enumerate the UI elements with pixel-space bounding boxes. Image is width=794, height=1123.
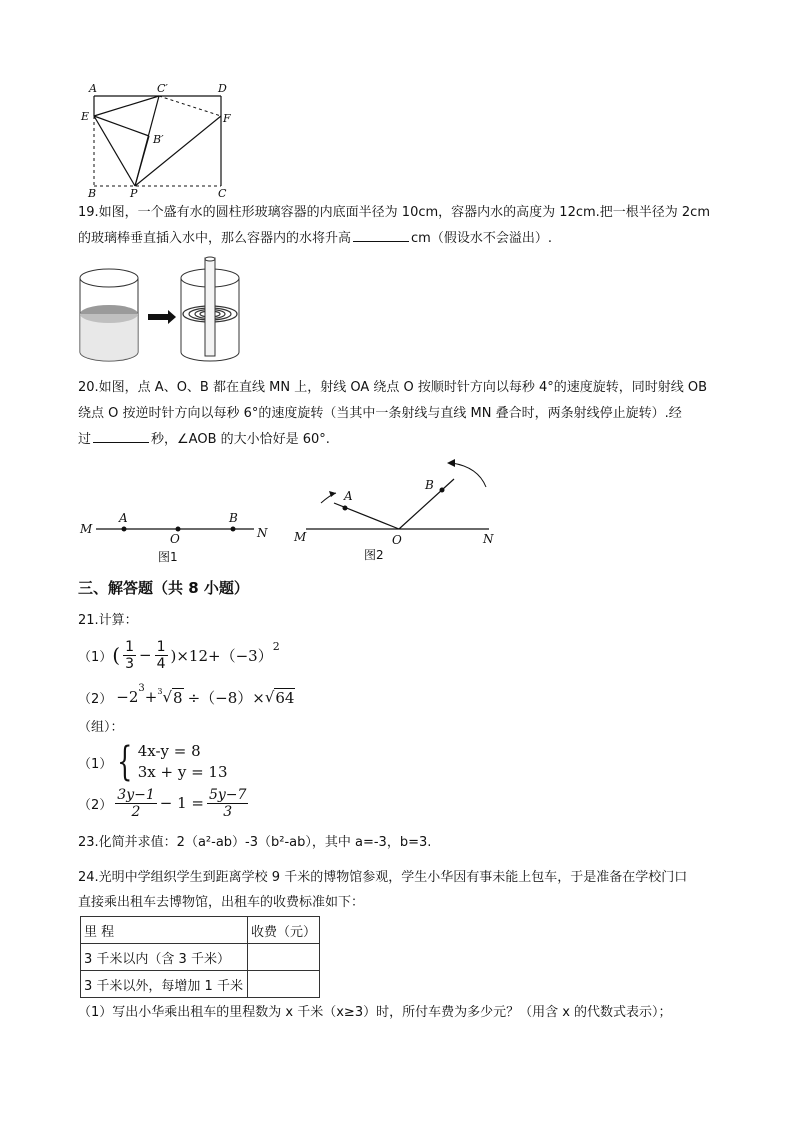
- label-D: D: [218, 82, 227, 95]
- cube-root-index: 3: [157, 687, 163, 696]
- fee-table: [80, 916, 320, 998]
- q22-part1: [78, 740, 228, 784]
- fraction-one-fourth: [155, 639, 168, 672]
- q19-line1: 19.如图，一个盛有水的圆柱形玻璃容器的内底面半径为 10cm，容器内水的高度为 12cm.把一根半径为 2cm: [78, 205, 710, 220]
- label-A: A: [89, 82, 97, 95]
- table-header-row: [81, 917, 320, 944]
- frac-num: 3y−1: [117, 786, 155, 803]
- fig1-label-B: B: [229, 511, 238, 525]
- q20-line1: 20.如图，点 A、O、B 都在直线 MN 上，射线 OA 绕点 O 按顺时针方向以每秒 4°的速度旋转，同时射线 OB: [78, 380, 708, 395]
- label-B: B: [88, 187, 97, 198]
- label-C-prime: C′: [157, 82, 168, 95]
- frac-num: 5y−7: [208, 786, 247, 803]
- q21-part1: [78, 638, 280, 672]
- q21-p1-tail: )×12+（−3）: [170, 646, 273, 665]
- q20-line3-b: 秒，∠AOB 的大小恰好是 60°.: [151, 432, 330, 447]
- frac-den: 4: [156, 655, 166, 672]
- fig2-label-N: N: [483, 532, 494, 546]
- fraction-one-third: [123, 639, 136, 672]
- fig1-label-N: N: [257, 526, 268, 540]
- fig1-caption: 图1: [158, 550, 178, 564]
- q20-answer-blank[interactable]: [93, 429, 149, 443]
- q21-p1-minus: −: [139, 646, 152, 664]
- table-cell: [248, 944, 320, 971]
- q22-p2-mid: − 1 =: [159, 794, 204, 812]
- fold-figure: [78, 78, 248, 198]
- q20-line2: 绕点 O 按逆时针方向以每秒 6°的速度旋转（当其中一条射线与直线 MN 叠合时，两条射线停止旋转）.经: [78, 406, 682, 421]
- q24-line1: 24.光明中学组织学生到距离学校 9 千米的博物馆参观，学生小华因有事未能上包车，于是准备在学校门口: [78, 870, 688, 885]
- radicand-8: 8: [173, 688, 183, 707]
- frac-num: 1: [125, 638, 135, 655]
- table-row: [81, 971, 320, 998]
- label-C: C: [218, 187, 227, 198]
- q22-p1-label: （1）: [78, 756, 113, 772]
- fig2-caption: 图2: [364, 548, 384, 562]
- q22-part2: [78, 786, 251, 820]
- fig2-label-O: O: [392, 533, 402, 547]
- table-cell: [248, 971, 320, 998]
- fig2-label-A: A: [344, 489, 353, 503]
- label-F: F: [223, 112, 231, 125]
- q21-p1-exponent: 2: [272, 640, 280, 653]
- q21-p2-plus: +: [144, 688, 158, 706]
- equation-system: [138, 741, 228, 783]
- fig2-label-B: B: [425, 478, 434, 492]
- q21-p2-term: −2: [116, 688, 139, 706]
- q21-part2: [78, 683, 295, 711]
- fig2-label-M: M: [294, 530, 307, 544]
- radical-sign: √: [264, 688, 275, 706]
- q20-line3: [78, 429, 330, 450]
- label-B-prime: B′: [153, 133, 164, 146]
- q24-line2: 直接乘出租车去博物馆，出租车的收费标准如下：: [78, 895, 365, 910]
- q19-line2-a: 的玻璃棒垂直插入水中，那么容器内的水将升高: [78, 231, 352, 246]
- table-cell: 3 千米以外，每增加 1 千米: [81, 971, 248, 998]
- frac-num: 1: [156, 638, 166, 655]
- fig1-label-M: M: [80, 522, 93, 536]
- table-header-cell: 收费（元）: [248, 917, 320, 944]
- fraction-lhs: [115, 787, 156, 820]
- cylinder-figure: [76, 256, 256, 371]
- q19-line2-b: cm（假设水不会溢出）.: [411, 231, 552, 246]
- radicand-64: 64: [275, 688, 295, 707]
- q19-line2: [78, 228, 552, 249]
- fig1-label-O: O: [170, 532, 180, 546]
- system-brace: {: [117, 739, 133, 785]
- equation-2: 3x + y = 13: [137, 763, 228, 781]
- radical-sign: √: [162, 688, 173, 706]
- q20-line3-a: 过: [78, 432, 92, 447]
- section-heading: 三、解答题（共 8 小题）: [78, 579, 249, 597]
- table-row: [81, 944, 320, 971]
- frac-den: 3: [223, 803, 233, 820]
- label-E: E: [81, 110, 90, 123]
- q21-p2-mid: ÷（−8）×: [187, 688, 265, 707]
- frac-den: 2: [131, 803, 141, 820]
- q23-text: 23.化简并求值：2（a²-ab）-3（b²-ab），其中 a=-3，b=3.: [78, 835, 432, 850]
- q21-p1-open: (: [112, 643, 121, 667]
- fig1-label-A: A: [119, 511, 128, 525]
- q24-sub1: （1）写出小华乘出租车的里程数为 x 千米（x≥3）时，所付车费为多少元？（用含 x 的代数式表示）；: [78, 1005, 672, 1020]
- q22-title: （组）：: [78, 720, 124, 735]
- table-cell: 3 千米以内（含 3 千米）: [81, 944, 248, 971]
- equation-1: 4x-y = 8: [137, 742, 201, 760]
- q21-p2-exponent: 3: [138, 683, 145, 694]
- fraction-rhs: [207, 787, 248, 820]
- q21-p2-label: （2）: [78, 691, 113, 707]
- q21-p1-label: （1）: [78, 649, 113, 665]
- label-P: P: [130, 187, 138, 198]
- q22-p2-label: （2）: [78, 797, 113, 813]
- table-header-cell: 里 程: [81, 917, 248, 944]
- rotation-figures: [74, 455, 514, 570]
- q21-title: 21.计算：: [78, 613, 138, 628]
- frac-den: 3: [125, 655, 135, 672]
- q19-answer-blank[interactable]: [353, 228, 409, 242]
